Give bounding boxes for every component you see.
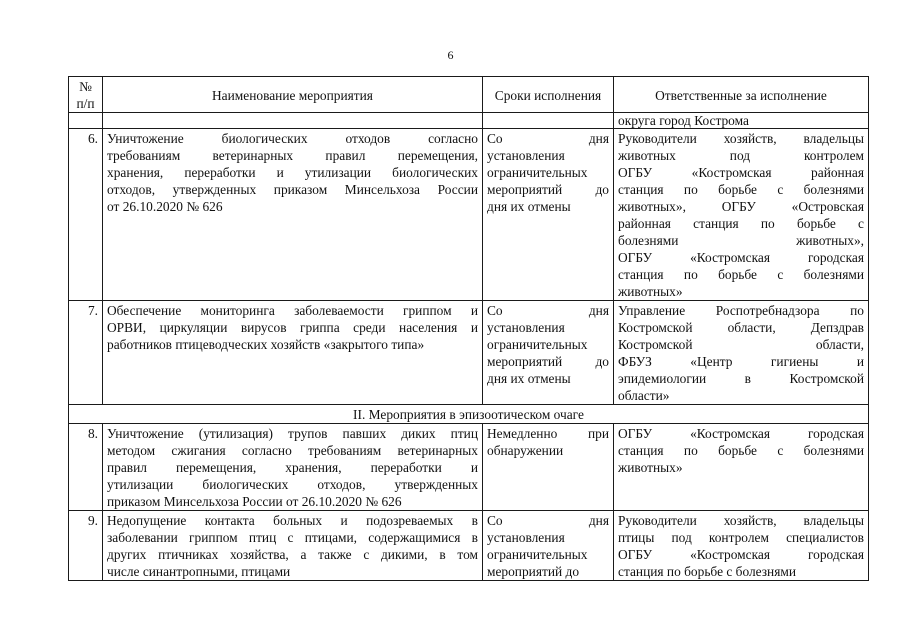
cell-line: Уничтожение биологических отходов согласно <box>107 131 478 146</box>
header-responsible: Ответственные за исполнение <box>614 77 869 113</box>
row-responsible <box>614 129 869 301</box>
cell-line: Со дня <box>487 303 609 318</box>
cell-line: области» <box>618 388 670 403</box>
cell-line: эпидемиологии в Костромской <box>618 371 864 386</box>
cell-line: методом сжигания согласно требованиям ветеринарных <box>107 443 478 458</box>
cell-line: птицы под контролем специалистов <box>618 530 864 545</box>
header-term: Сроки исполнения <box>483 77 614 113</box>
header-num: № п/п <box>69 77 103 113</box>
row-num: 7. <box>69 301 103 405</box>
cell-line: Руководители хозяйств, владельцы <box>618 513 864 528</box>
section-row <box>69 405 869 424</box>
cell-line: утилизации биологических отходов, утвержденных <box>107 477 478 492</box>
row-name <box>103 511 483 581</box>
table-row <box>69 424 869 511</box>
cell-line: станция по борьбе с болезнями <box>618 564 797 579</box>
row-responsible <box>614 424 869 511</box>
cell-line: станция по борьбе с болезнями <box>618 443 864 458</box>
cell-line: мероприятий до <box>487 354 609 369</box>
row-responsible <box>614 301 869 405</box>
continuation-num <box>69 113 103 129</box>
measures-table <box>68 76 869 581</box>
cell-line: ограничительных <box>487 547 588 562</box>
cell-line: отходов, утвержденных приказом Минсельхоза России <box>107 182 478 197</box>
cell-line: районная станция по борьбе с <box>618 216 864 231</box>
table-row <box>69 129 869 301</box>
cell-line: Обеспечение мониторинга заболеваемости гриппом и <box>107 303 478 318</box>
cell-line: заболевании гриппом птиц с птицами, содержащимися в <box>107 530 478 545</box>
cell-line: станция по борьбе с болезнями <box>618 182 864 197</box>
row-num: 8. <box>69 424 103 511</box>
continuation-row <box>69 113 869 129</box>
cell-line: ограничительных <box>487 165 588 180</box>
row-num: 6. <box>69 129 103 301</box>
cell-line: правил перемещения, хранения, переработки и <box>107 460 478 475</box>
cell-line: Костромской области, Депздрав <box>618 320 864 335</box>
row-term <box>483 129 614 301</box>
cell-line: ОГБУ «Костромская городская <box>618 426 864 441</box>
cell-line: установления <box>487 530 565 545</box>
cell-line: Управление Роспотребнадзора по <box>618 303 864 318</box>
cell-line: ОГБУ «Костромская городская <box>618 250 864 265</box>
cell-line: числе синантропными, птицами <box>107 564 291 579</box>
cell-line: мероприятий до <box>487 182 609 197</box>
cell-line: установления <box>487 148 565 163</box>
page-number: 6 <box>447 48 454 62</box>
continuation-responsible: округа город Кострома <box>614 113 869 129</box>
cell-line: хранения, переработки и утилизации биологических <box>107 165 478 180</box>
row-term <box>483 424 614 511</box>
cell-line: от 26.10.2020 № 626 <box>107 199 223 214</box>
cell-line: Руководители хозяйств, владельцы <box>618 131 864 146</box>
cell-line: дня их отмены <box>487 371 571 386</box>
cell-line: требованиям ветеринарных правил перемещения, <box>107 148 478 163</box>
header-name: Наименование мероприятия <box>103 77 483 113</box>
continuation-name <box>103 113 483 129</box>
cell-line: животных» <box>618 284 683 299</box>
table-row <box>69 301 869 405</box>
cell-line: ФБУЗ «Центр гигиены и <box>618 354 864 369</box>
cell-line: других птичниках хозяйства, а также с дикими, в том <box>107 547 478 562</box>
cell-line: приказом Минсельхоза России от 26.10.2020 № 626 <box>107 494 402 509</box>
cell-line: Немедленно при <box>487 426 609 441</box>
cell-line: Уничтожение (утилизация) трупов павших диких птиц <box>107 426 478 441</box>
row-term <box>483 301 614 405</box>
cell-line: мероприятий до <box>487 564 580 579</box>
cell-line: ОРВИ, циркуляции вирусов гриппа среди населения и <box>107 320 478 335</box>
row-name <box>103 129 483 301</box>
cell-line: ОГБУ «Костромская районная <box>618 165 864 180</box>
cell-line: работников птицеводческих хозяйств «закрытого типа» <box>107 337 425 352</box>
row-num: 9. <box>69 511 103 581</box>
section-title: II. Мероприятия в эпизоотическом очаге <box>69 405 869 424</box>
row-responsible <box>614 511 869 581</box>
cell-line: Костромской области, <box>618 337 864 352</box>
cell-line: дня их отмены <box>487 199 571 214</box>
table-row <box>69 511 869 581</box>
cell-line: животных под контролем <box>618 148 864 163</box>
cell-line: ОГБУ «Костромская городская <box>618 547 864 562</box>
cell-line: животных», ОГБУ «Островская <box>618 199 864 214</box>
cell-line: Недопущение контакта больных и подозреваемых в <box>107 513 478 528</box>
cell-line: станция по борьбе с болезнями <box>618 267 864 282</box>
table-header-row <box>69 77 869 113</box>
cell-line: установления <box>487 320 565 335</box>
row-name <box>103 424 483 511</box>
cell-line: болезнями животных», <box>618 233 864 248</box>
cell-line: Со дня <box>487 131 609 146</box>
cell-line: ограничительных <box>487 337 588 352</box>
cell-line: обнаружении <box>487 443 564 458</box>
row-name <box>103 301 483 405</box>
row-term <box>483 511 614 581</box>
cell-line: Со дня <box>487 513 609 528</box>
cell-line: животных» <box>618 460 683 475</box>
continuation-term <box>483 113 614 129</box>
